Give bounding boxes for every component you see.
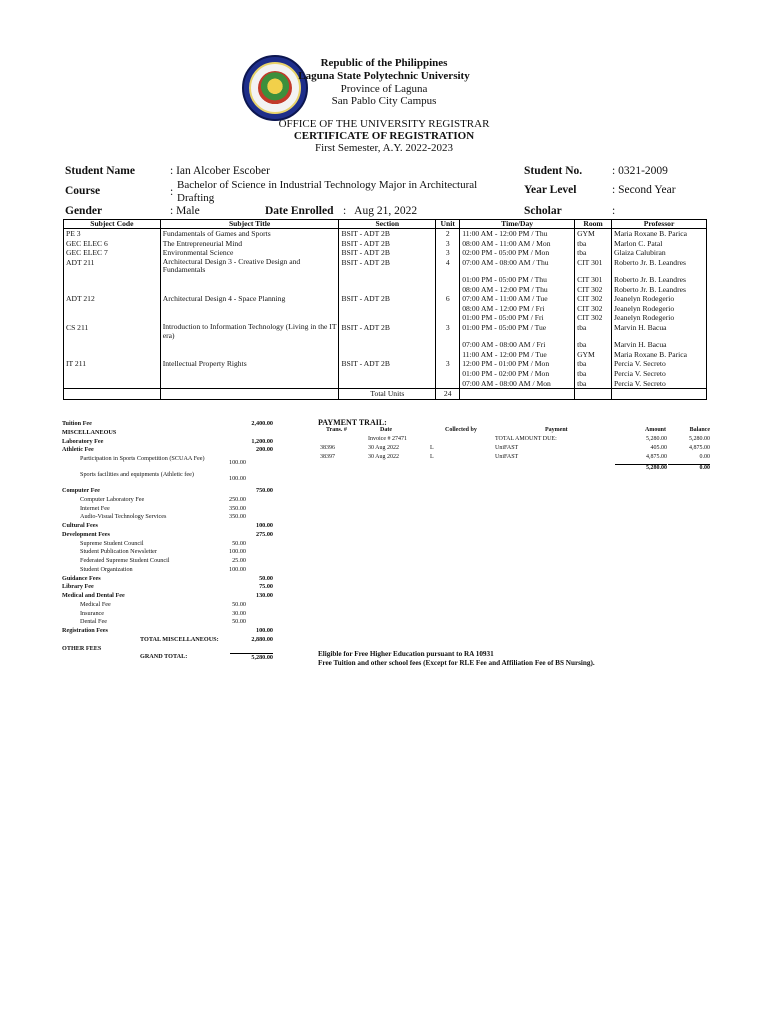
fee-sub-amount: 100.00: [228, 475, 246, 482]
cell-subject-code: [64, 313, 161, 323]
date-enrolled-value: : Aug 21, 2022: [343, 205, 418, 217]
year-level: : Second Year: [612, 184, 676, 196]
cell-subject-code: ADT 211: [64, 258, 161, 275]
course-line1: Bachelor of Science in Industrial Technology Major in Architectural: [177, 179, 478, 191]
fee-amount: 75.00: [259, 583, 273, 591]
cell-professor: Percia V. Secreto: [612, 379, 707, 389]
cell-subject-title: [160, 304, 339, 314]
header-room: Room: [575, 220, 612, 229]
cell-subject-code: [64, 350, 161, 360]
cell-subject-title: Environmental Science: [160, 248, 339, 258]
fee-label: Participation in Sports Competition (SCUAA Fee): [80, 455, 205, 462]
schedule-header-row: [64, 220, 707, 229]
cell-time-day: 12:00 PM - 01:00 PM / Mon: [460, 359, 575, 369]
fee-label: Athletic Fee: [62, 446, 94, 454]
cell-unit: [436, 313, 460, 323]
payment-cell: 30 Aug 2022: [368, 445, 400, 451]
certificate-title: CERTIFICATE OF REGISTRATION: [293, 130, 475, 142]
cell-section: [339, 275, 436, 285]
cell-professor: Marvin H. Bacua: [612, 323, 707, 340]
cell-professor: Maria Roxane B. Parica: [612, 229, 707, 239]
cell-subject-title: [160, 350, 339, 360]
fee-amount: 750.00: [255, 487, 273, 494]
schedule-row: [64, 323, 707, 340]
cell-room: tba: [575, 323, 612, 340]
cell-professor: Roberto Jr. B. Leandres: [612, 275, 707, 285]
fee-label: Computer Laboratory Fee: [80, 495, 145, 503]
payment-cell: 5,280.00: [646, 436, 667, 442]
fee-label: Student Organization: [80, 565, 133, 573]
cell-subject-code: [64, 369, 161, 379]
student-name-label: Student Name: [65, 165, 135, 177]
cell-professor: Marlon C. Patal: [612, 239, 707, 249]
payment-cell: UniFAST: [495, 454, 519, 460]
payment-cell: 30 Aug 2022: [368, 454, 400, 460]
cell-section: [339, 340, 436, 350]
cell-subject-title: [160, 379, 339, 389]
cell-room: tba: [575, 340, 612, 350]
fee-amount: 50.00: [259, 574, 273, 582]
cell-unit: [436, 350, 460, 360]
cell-time-day: 08:00 AM - 11:00 AM / Mon: [460, 239, 575, 249]
cell-section: [339, 304, 436, 314]
fee-sub-amount: 350.00: [228, 513, 246, 521]
fee-label: Registration Fees: [62, 627, 108, 634]
fee-label: Development Fees: [62, 530, 110, 538]
fee-sub-amount: 100.00: [228, 565, 246, 573]
payment-cell: 38396: [320, 445, 335, 451]
payment-cell: 4,875.00: [689, 445, 710, 451]
cell-subject-code: [64, 340, 161, 350]
fee-label: Laboratory Fee: [62, 437, 104, 445]
cell-professor: Jeanelyn Rodegerio: [612, 313, 707, 323]
total-row-cell: [64, 389, 161, 400]
cell-unit: [436, 369, 460, 379]
fee-label: Cultural Fees: [62, 522, 98, 529]
gender-value: : Male: [170, 205, 200, 217]
payment-total: 5,280.00: [615, 464, 667, 471]
cell-room: CIT 302: [575, 294, 612, 304]
fee-sub-amount: 50.00: [232, 618, 246, 626]
cell-subject-title: Fundamentals of Games and Sports: [160, 229, 339, 239]
fee-sub-amount: 30.00: [232, 609, 246, 617]
fee-sub-amount: 100.00: [228, 459, 246, 466]
cell-section: [339, 350, 436, 360]
total-row-cell: [612, 389, 707, 400]
payment-trail-title: PAYMENT TRAIL:: [318, 418, 387, 427]
cell-section: [339, 313, 436, 323]
fee-sub-amount: 50.00: [232, 600, 246, 608]
fee-label: Library Fee: [62, 583, 94, 591]
cell-room: tba: [575, 359, 612, 369]
fee-sub-amount: 350.00: [228, 504, 246, 512]
fee-sub-amount: 25.00: [232, 557, 246, 564]
cell-section: [339, 369, 436, 379]
province-text: Province of Laguna: [340, 83, 428, 95]
schedule-row: [64, 258, 707, 275]
cell-subject-code: GEC ELEC 7: [64, 248, 161, 258]
fee-label: MISCELLANEOUS: [62, 428, 117, 436]
fee-label: Internet Fee: [80, 504, 110, 512]
payment-header: Trans. #: [326, 427, 347, 433]
cell-unit: [436, 275, 460, 285]
cell-professor: Roberto Jr. B. Leandres: [612, 258, 707, 275]
university-name: Laguna State Polytechnic University: [298, 70, 470, 82]
fee-label: Dental Fee: [80, 618, 107, 626]
fee-amount: 100.00: [255, 627, 273, 634]
cell-professor: Jeanelyn Rodegerio: [612, 294, 707, 304]
fee-label: Federated Supreme Student Council: [80, 557, 170, 564]
payment-cell: 4,875.00: [646, 454, 667, 460]
cell-subject-title: Architectural Design 4 - Space Planning: [160, 294, 339, 304]
payment-header: Amount: [644, 427, 666, 433]
free-tuition-note: Free Tuition and other school fees (Except for RLE Fee and Affiliation Fee of BS Nursing).: [318, 659, 595, 667]
cell-professor: Percia V. Secreto: [612, 369, 707, 379]
fee-label: OTHER FEES: [62, 644, 102, 652]
campus-text: San Pablo City Campus: [331, 95, 437, 107]
cell-unit: [436, 285, 460, 295]
cell-subject-code: PE 3: [64, 229, 161, 239]
scholar-label: Scholar: [524, 205, 562, 217]
payment-header: Collected by: [445, 427, 477, 433]
student-no: : 0321-2009: [612, 165, 668, 177]
schedule-row: [64, 313, 707, 323]
cell-professor: Maria Roxane B. Parica: [612, 350, 707, 360]
cell-unit: [436, 340, 460, 350]
cell-subject-code: ADT 212: [64, 294, 161, 304]
fee-amount: 130.00: [255, 592, 273, 599]
fee-amount: 2,400.00: [251, 420, 273, 427]
fee-amount: 1,200.00: [251, 437, 273, 445]
cell-room: tba: [575, 379, 612, 389]
cell-professor: Roberto Jr. B. Leandres: [612, 285, 707, 295]
cell-room: CIT 301: [575, 275, 612, 285]
cell-unit: 4: [436, 258, 460, 275]
cell-unit: 2: [436, 229, 460, 239]
schedule-row: [64, 369, 707, 379]
year-level-label: Year Level: [524, 184, 577, 196]
cell-time-day: 11:00 AM - 12:00 PM / Tue: [460, 350, 575, 360]
fee-sub-amount: 250.00: [228, 495, 246, 503]
total-row-cell: [160, 389, 339, 400]
cell-professor: Marvin H. Bacua: [612, 340, 707, 350]
payment-cell: 405.00: [650, 445, 667, 451]
cell-subject-code: [64, 285, 161, 295]
cell-time-day: 08:00 AM - 12:00 PM / Thu: [460, 285, 575, 295]
office-text: OFFICE OF THE UNIVERSITY REGISTRAR: [278, 118, 490, 130]
total-row-cell: [460, 389, 575, 400]
cell-unit: 3: [436, 323, 460, 340]
fee-label: Computer Fee: [62, 487, 100, 494]
header-section: Section: [339, 220, 436, 229]
schedule-row: [64, 304, 707, 314]
fee-label: TOTAL MISCELLANEOUS:: [140, 635, 219, 643]
schedule-row: [64, 248, 707, 258]
header-professor: Professor: [612, 220, 707, 229]
cell-subject-title: [160, 369, 339, 379]
cell-unit: 6: [436, 294, 460, 304]
schedule-table: [63, 219, 707, 400]
semester-text: First Semester, A.Y. 2022-2023: [314, 142, 454, 154]
cell-subject-title: [160, 285, 339, 295]
schedule-row: [64, 340, 707, 350]
fee-amount: 275.00: [255, 530, 273, 538]
cell-section: BSIT - ADT 2B: [339, 294, 436, 304]
cell-professor: Jeanelyn Rodegerio: [612, 304, 707, 314]
payment-cell: Invoice # 27471: [368, 436, 407, 442]
schedule-row: [64, 379, 707, 389]
cell-room: GYM: [575, 229, 612, 239]
cell-subject-title: Intellectual Property Rights: [160, 359, 339, 369]
header-subject-code: Subject Code: [64, 220, 161, 229]
cell-section: [339, 285, 436, 295]
schedule-row: [64, 229, 707, 239]
payment-cell: 5,280.00: [689, 436, 710, 442]
cell-section: BSIT - ADT 2B: [339, 258, 436, 275]
total-row-cell: [575, 389, 612, 400]
cell-subject-title: The Entrepreneurial Mind: [160, 239, 339, 249]
cell-time-day: 01:00 PM - 05:00 PM / Thu: [460, 275, 575, 285]
cell-unit: 3: [436, 248, 460, 258]
fee-label: Sports facilities and equipments (Athletic fee): [80, 471, 194, 478]
cell-time-day: 01:00 PM - 05:00 PM / Tue: [460, 323, 575, 340]
cell-room: tba: [575, 369, 612, 379]
schedule-row: [64, 294, 707, 304]
header-time-day: Time/Day: [460, 220, 575, 229]
cell-time-day: 02:00 PM - 05:00 PM / Mon: [460, 248, 575, 258]
cell-room: CIT 302: [575, 313, 612, 323]
cell-professor: Glaiza Calubiran: [612, 248, 707, 258]
fee-label: Insurance: [80, 609, 105, 617]
fee-label: Medical and Dental Fee: [62, 592, 125, 599]
cell-room: GYM: [575, 350, 612, 360]
student-name: : Ian Alcober Escober: [170, 165, 270, 177]
cell-time-day: 07:00 AM - 08:00 AM / Mon: [460, 379, 575, 389]
cell-time-day: 07:00 AM - 08:00 AM / Fri: [460, 340, 575, 350]
cell-subject-code: CS 211: [64, 323, 161, 340]
course-colon: :: [170, 186, 174, 198]
schedule-row: [64, 285, 707, 295]
payment-cell: L: [430, 454, 434, 460]
cell-subject-code: IT 211: [64, 359, 161, 369]
cell-unit: 3: [436, 239, 460, 249]
schedule-row: [64, 359, 707, 369]
fee-amount: 200.00: [255, 446, 273, 454]
cell-section: BSIT - ADT 2B: [339, 248, 436, 258]
cell-subject-title: Introduction to Information Technology (Living in the IT era): [160, 323, 339, 340]
payment-header: Balance: [689, 427, 710, 433]
fee-label: Guidance Fees: [62, 574, 101, 582]
cell-subject-code: [64, 379, 161, 389]
fee-label: Supreme Student Council: [80, 539, 144, 547]
total-units-row: [64, 389, 707, 400]
scholar-value: :: [612, 205, 616, 217]
payment-cell: UniFAST: [495, 445, 519, 451]
cell-unit: [436, 304, 460, 314]
student-no-label: Student No.: [524, 165, 583, 177]
cell-unit: 3: [436, 359, 460, 369]
payment-header: Payment: [545, 427, 568, 433]
republic-text: Republic of the Philippines: [320, 57, 448, 69]
payment-cell: 0.00: [699, 454, 710, 460]
cell-subject-title: Architectural Design 3 - Creative Design and Fundamentals: [160, 258, 339, 275]
cell-section: BSIT - ADT 2B: [339, 323, 436, 340]
payment-cell: L: [430, 445, 434, 451]
payment-cell: 38397: [320, 454, 335, 460]
cell-time-day: 01:00 PM - 05:00 PM / Fri: [460, 313, 575, 323]
cell-time-day: 07:00 AM - 11:00 AM / Tue: [460, 294, 575, 304]
cell-subject-code: [64, 275, 161, 285]
schedule-row: [64, 275, 707, 285]
cell-section: BSIT - ADT 2B: [339, 359, 436, 369]
cell-section: BSIT - ADT 2B: [339, 229, 436, 239]
date-enrolled-label: Date Enrolled: [265, 205, 334, 217]
fee-label: Tuition Fee: [62, 420, 92, 427]
fee-sub-amount: 50.00: [232, 539, 246, 547]
gender-label: Gender: [65, 205, 103, 217]
course-line2: Drafting: [177, 192, 215, 204]
cell-room: tba: [575, 248, 612, 258]
cell-subject-title: [160, 275, 339, 285]
cell-room: CIT 302: [575, 285, 612, 295]
cell-room: CIT 302: [575, 304, 612, 314]
header-subject-title: Subject Title: [160, 220, 339, 229]
fee-sub-amount: 100.00: [228, 548, 246, 556]
fee-label: GRAND TOTAL:: [140, 653, 188, 661]
cell-room: CIT 301: [575, 258, 612, 275]
cell-professor: Percia V. Secreto: [612, 359, 707, 369]
payment-header: Date: [380, 427, 392, 433]
cell-time-day: 01:00 PM - 02:00 PM / Mon: [460, 369, 575, 379]
fee-label: Medical Fee: [80, 600, 111, 608]
fee-amount: 2,880.00: [251, 635, 273, 643]
eligibility-note: Eligible for Free Higher Education pursuant to RA 10931: [318, 650, 494, 658]
cell-time-day: 11:00 AM - 12:00 PM / Thu: [460, 229, 575, 239]
payment-cell: TOTAL AMOUNT DUE:: [495, 436, 557, 442]
cell-subject-code: GEC ELEC 6: [64, 239, 161, 249]
cell-time-day: 08:00 AM - 12:00 PM / Fri: [460, 304, 575, 314]
cell-room: tba: [575, 239, 612, 249]
cell-section: [339, 379, 436, 389]
fee-amount: 5,280.00: [230, 653, 273, 663]
schedule-row: [64, 239, 707, 249]
cell-unit: [436, 379, 460, 389]
header-unit: Unit: [436, 220, 460, 229]
schedule-row: [64, 350, 707, 360]
cell-time-day: 07:00 AM - 08:00 AM / Thu: [460, 258, 575, 275]
cell-subject-title: [160, 340, 339, 350]
fee-label: Student Publication Newsletter: [80, 548, 157, 556]
cell-section: BSIT - ADT 2B: [339, 239, 436, 249]
payment-total: 0.00: [668, 464, 710, 471]
total-units-label: Total Units: [339, 389, 436, 400]
fee-amount: 100.00: [255, 522, 273, 529]
total-units-value: 24: [436, 389, 460, 400]
course-label: Course: [65, 185, 101, 197]
cell-subject-code: [64, 304, 161, 314]
fee-label: Audio-Visual Technology Services: [80, 513, 167, 521]
